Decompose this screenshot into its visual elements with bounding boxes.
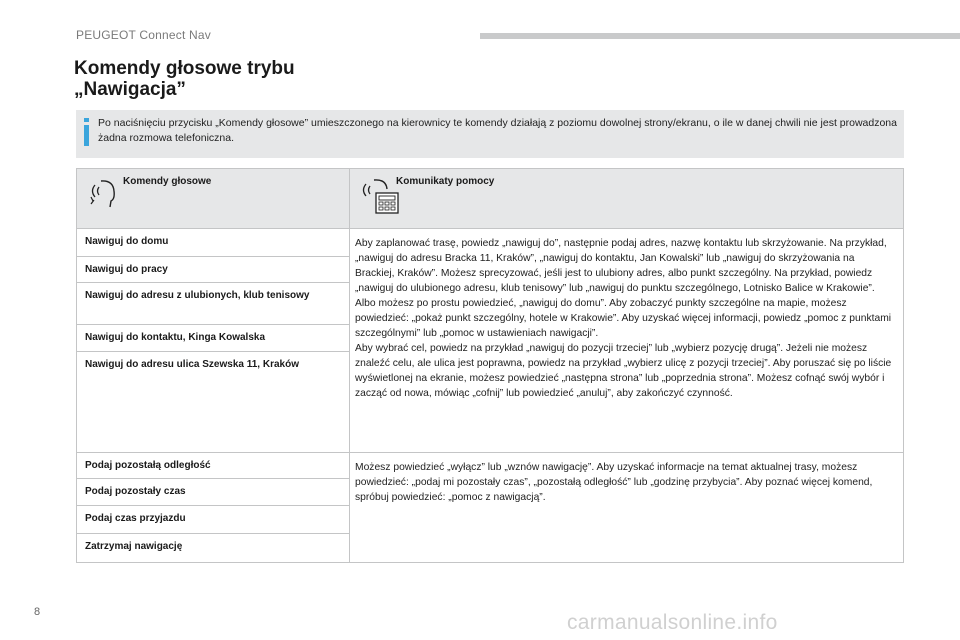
command-row: Podaj pozostały czas [77, 479, 350, 506]
voice-commands-table [76, 168, 904, 563]
help-text: Aby zaplanować trasę, powiedz „nawiguj do”, następnie podaj adres, nazwę kontaktu lub skrzyżowanie. Na przykład, „nawiguj do adresu Bracka 11, Kraków”, „nawiguj do kontaktu, Jan Kowalski” lub „nawiguj do skrzyżowania na Brackiej, Kraków”. Możesz sprecyzować, jeśli jest to ulubiony adres, albo punkt szczególny. Na przykład, powiedz „nawiguj do ulubionego adresu, klub tenisowy” lub „nawiguj do punktu szczególnego, Lotnisko Balice w Krakowie”. Albo możesz po prostu powiedzieć, „nawiguj do domu”. Aby zobaczyć punkty szczególne na mapie, możesz powiedzieć: „pokaż punkt szczególny, hotele w Krakowie”. Aby uzyskać więcej informacji, powiedz „pomoc z punktami szczególnymi” lub „pomoc w ustawieniach nawigacji”. Aby wybrać cel, powiedz na przykład „nawiguj do pozycji trzeciej” lub „wybierz pozycję drugą”. Jeżeli nie możesz znaleźć celu, ale ulica jest poprawna, powiedz na przykład „wybierz ulicę z pozycji trzeciej”. Aby poruszać się po liście wyświetlonej na ekranie, możesz powiedzieć „następna strona” lub „poprzednia strona”. Możesz cofnąć swój wybór i zacząć od nowa, mówiąc „cofnij” lub powiedzieć „anuluj”, aby zakończyć czynność. [355, 238, 892, 399]
page-title: Komendy głosowe trybu „Nawigacja” [74, 58, 295, 100]
voice-help-screen-icon [360, 177, 400, 222]
voice-command-icon [87, 177, 121, 216]
info-icon [82, 118, 92, 150]
command-row: Nawiguj do domu [77, 229, 350, 257]
command-row: Nawiguj do pracy [77, 257, 350, 283]
header-rule [480, 33, 960, 39]
running-header: PEUGEOT Connect Nav [76, 28, 211, 42]
help-text: Możesz powiedzieć „wyłącz” lub „wznów nawigację”. Aby uzyskać informacje na temat aktualnej trasy, możesz powiedzieć: „podaj mi pozostały czas”, „pozostałą odległość” lub „godzinę przybycia”. Aby poznać więcej komend, spróbuj powiedzieć: „pomoc z nawigacją”. [355, 462, 873, 503]
column-label-commands: Komendy głosowe [123, 176, 212, 187]
watermark: carmanualsonline.info [567, 611, 778, 634]
info-box [76, 110, 904, 158]
column-header-commands [77, 169, 350, 229]
info-text: Po naciśnięciu przycisku „Komendy głosowe” umieszczonego na kierownicy te komendy działają z poziomu dowolnej strony/ekranu, o ile w danej chwili nie jest prowadzona żadna rozmowa telefoniczna. [98, 117, 897, 144]
command-row: Nawiguj do adresu ulica Szewska 11, Kraków [77, 352, 350, 452]
command-row: Zatrzymaj nawigację [77, 534, 350, 562]
column-header-help [350, 169, 903, 229]
command-row: Podaj pozostałą odległość [77, 453, 350, 479]
column-label-help: Komunikaty pomocy [396, 176, 495, 187]
command-row: Podaj czas przyjazdu [77, 506, 350, 534]
command-row: Nawiguj do kontaktu, Kinga Kowalska [77, 325, 350, 352]
table-header [77, 169, 903, 229]
page-number: 8 [34, 606, 41, 618]
command-row: Nawiguj do adresu z ulubionych, klub tenisowy [77, 283, 350, 325]
